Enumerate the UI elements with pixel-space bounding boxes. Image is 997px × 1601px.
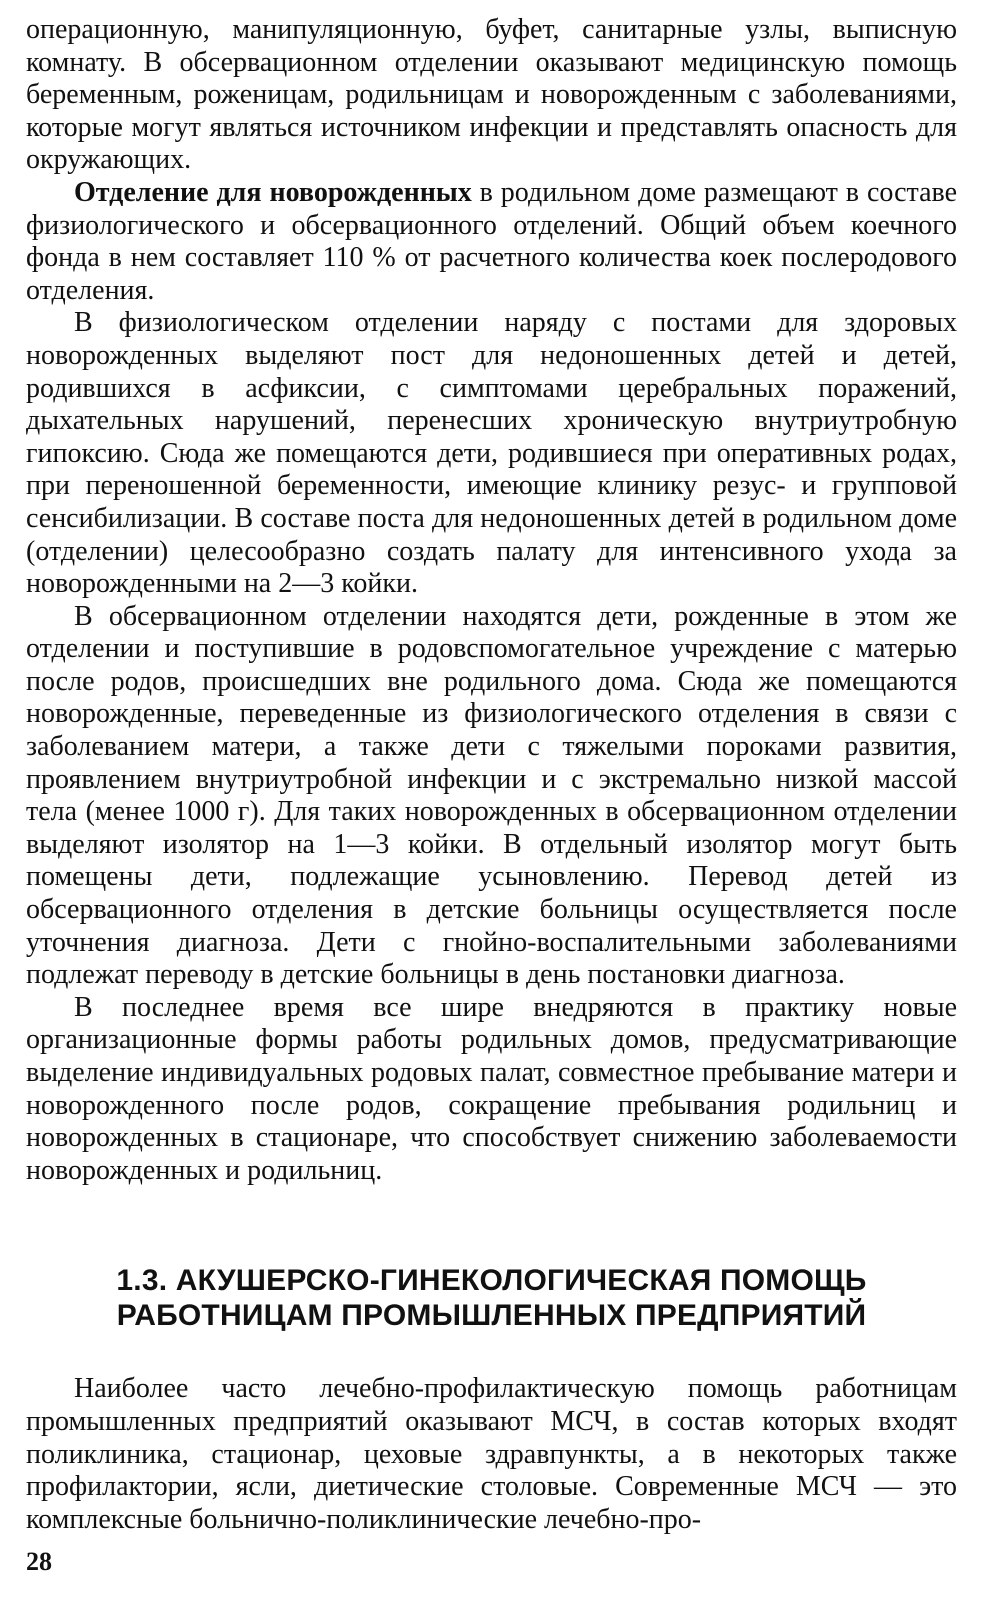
paragraph-5: В последнее время все шире внедряются в практику новые организационные формы работы родильных домов, предусматривающие выделение индивидуальных родовых палат, совместное пребывание матери и новорожденного после родов, сокращение пребывания родильниц и новорожденных в стационаре, что способствует снижению заболеваемости новорожденных и родильниц. xyxy=(26,991,957,1186)
paragraph-2-bold-lead: Отделение для новорожденных xyxy=(74,176,472,208)
section-heading-line-1: 1.3. АКУШЕРСКО-ГИНЕКОЛОГИЧЕСКАЯ ПОМОЩЬ xyxy=(116,1264,867,1298)
section-heading-line-2: РАБОТНИЦАМ ПРОМЫШЛЕННЫХ ПРЕДПРИЯТИЙ xyxy=(116,1299,867,1333)
page-number: 28 xyxy=(26,1547,52,1576)
paragraph-3: В физиологическом отделении наряду с постами для здоровых новорожденных выделяют пост для недоношенных детей и детей, родившихся в асфиксии, с симптомами церебральных поражений, дыхательных нарушений, перенесших хроническую внутриутробную гипоксию. Сюда же помещаются дети, родившиеся при оперативных родах, при переношенной беременности, имеющие клинику резус- и групповой сенсибилизации. В составе поста для недоношенных детей в родильном доме (отделении) целесообразно создать палату для интенсивного ухода за новорожденными на 2—3 койки. xyxy=(26,307,957,600)
paragraph-2 xyxy=(26,177,957,307)
paragraph-2-text: в родильном доме размещают в составе физиологического и обсервационного отделений. Общий объем коечного фонда в нем составляет 110 % от расчетного количества коек послеродового отделения. xyxy=(26,176,957,306)
paragraph-6: Наиболее часто лечебно-профилактическую помощь работницам промышленных предприятий оказывают МСЧ, в состав которых входят поликлиника, стационар, цеховые здравпункты, а в некоторых также профилактории, ясли, диетические столовые. Современные МСЧ — это комплексные больнично-поликлинические лечебно-про- xyxy=(26,1373,957,1535)
paragraph-4: В обсервационном отделении находятся дети, рожденные в этом же отделении и поступившие в родовспомогательное учреждение с матерью после родов, происшедших вне родильного дома. Сюда же помещаются новорожденные, переведенные из физиологического отделения в связи с заболеванием матери, а также дети с тяжелыми пороками развития, проявлением внутриутробной инфекции и с экстремально низкой массой тела (менее 1000 г). Для таких новорожденных в обсервационном отделении выделяют изолятор на 1—3 койки. В отдельный изолятор могут быть помещены дети, подлежащие усыновлению. Перевод детей из обсервационного отделения в детские больницы осуществляется после уточнения диагноза. Дети с гнойно-воспалительными заболеваниями подлежат переводу в детские больницы в день постановки диагноза. xyxy=(26,600,957,991)
paragraph-1: операционную, манипуляционную, буфет, санитарные узлы, выписную комнату. В обсервационном отделении оказывают медицинскую помощь беременным, роженицам, родильницам и новорожденным с заболеваниями, которые могут являться источником инфекции и представлять опасность для окружающих. xyxy=(26,14,957,176)
section-heading xyxy=(26,1263,957,1333)
